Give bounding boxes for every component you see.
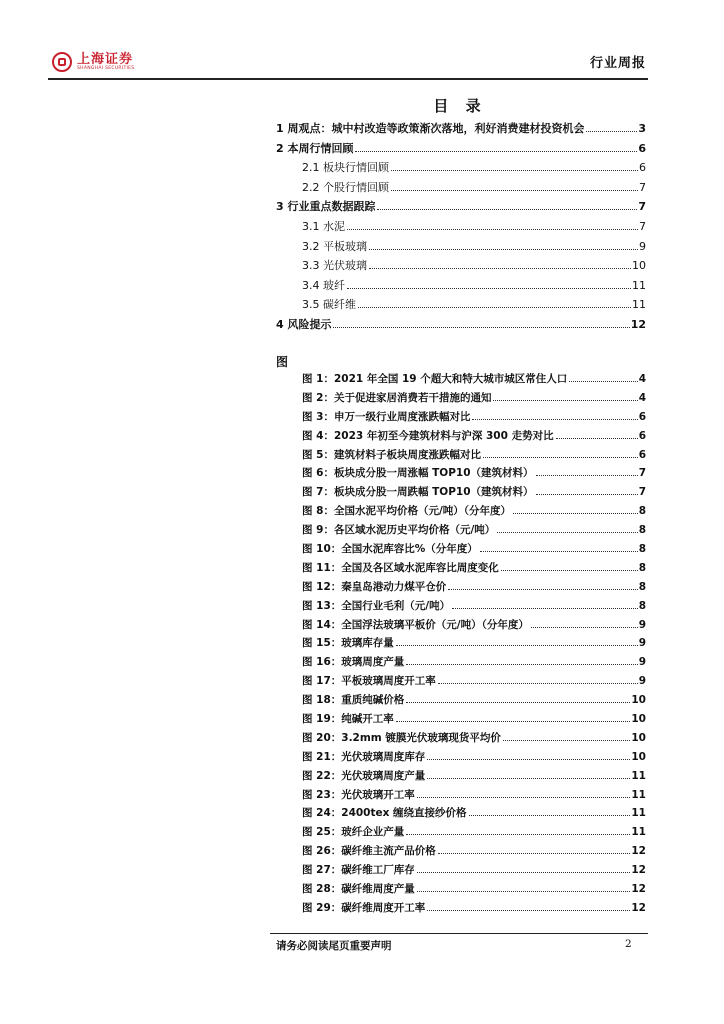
- figure-entry-title: 图 10：全国水泥库容比%（分年度）: [302, 543, 478, 556]
- dot-leader: [483, 457, 638, 458]
- dot-leader: [347, 229, 638, 230]
- toc-title: 目 录: [433, 97, 487, 115]
- dot-leader: [369, 249, 638, 250]
- dot-leader: [391, 170, 638, 171]
- dot-leader: [358, 307, 631, 308]
- figure-entry-title: 图 23：光伏玻璃开工率: [302, 788, 415, 801]
- toc-entry-title: 1 周观点：城中村改造等政策渐次落地，利好消费建材投资机会: [276, 122, 585, 135]
- figure-entry-title: 图 18：重质纯碱价格: [302, 694, 405, 707]
- figure-entry-title: 图 2：关于促进家居消费若干措施的通知: [302, 391, 492, 404]
- figure-list: [276, 352, 646, 920]
- figure-entry[interactable]: [276, 636, 646, 655]
- toc-entry[interactable]: [276, 122, 646, 142]
- figure-entry-title: 图 29：碳纤维周度开工率: [302, 901, 426, 914]
- figure-entry[interactable]: [276, 655, 646, 674]
- toc-entry-title: 3.3 光伏玻璃: [302, 259, 367, 273]
- figure-entry-page: 10: [631, 750, 646, 763]
- figure-entry-title: 图 6：板块成分股一周涨幅 TOP10（建筑材料）: [302, 467, 534, 480]
- toc-entry[interactable]: [276, 220, 646, 240]
- figure-entry-title: 图 24：2400tex 缠绕直接纱价格: [302, 807, 467, 820]
- figure-entry[interactable]: [276, 844, 646, 863]
- dot-leader: [406, 834, 630, 835]
- figure-entry-page: 11: [631, 788, 646, 801]
- toc-entry[interactable]: [276, 161, 646, 181]
- figure-entry-page: 11: [631, 769, 646, 782]
- toc-entry-title: 3 行业重点数据跟踪: [276, 200, 376, 214]
- figure-entry[interactable]: [276, 542, 646, 561]
- dot-leader: [396, 721, 631, 722]
- figure-entry-page: 12: [631, 845, 646, 858]
- figure-entry-page: 9: [638, 637, 646, 650]
- figure-entry[interactable]: [276, 410, 646, 429]
- figure-entry-page: 12: [631, 883, 646, 896]
- toc-entry-page: 7: [638, 200, 646, 214]
- figure-entry[interactable]: [276, 448, 646, 467]
- toc-entry-page: 6: [639, 161, 646, 175]
- toc-entry-title: 3.2 平板玻璃: [302, 239, 367, 253]
- figure-entry-title: 图 8：全国水泥平均价格（元/吨）（分年度）: [302, 505, 512, 518]
- figure-entry[interactable]: [276, 674, 646, 693]
- dot-leader: [536, 475, 638, 476]
- figure-entry-page: 12: [631, 901, 646, 914]
- figure-entry[interactable]: [276, 372, 646, 391]
- dot-leader: [333, 327, 629, 328]
- dot-leader: [417, 797, 631, 798]
- figure-entry[interactable]: [276, 561, 646, 580]
- figure-entry-title: 图 17：平板玻璃周度开工率: [302, 675, 436, 688]
- disclaimer-note: 请务必阅读尾页重要声明: [276, 940, 392, 952]
- toc-entry-page: 11: [632, 278, 646, 292]
- figure-entry-page: 12: [631, 864, 646, 877]
- toc-entry-page: 12: [630, 317, 646, 331]
- dot-leader: [406, 702, 630, 703]
- figure-entry[interactable]: [276, 580, 646, 599]
- figure-entry-page: 4: [638, 373, 646, 385]
- figure-entry[interactable]: [276, 523, 646, 542]
- figure-entry-title: 图 7：板块成分股一周跌幅 TOP10（建筑材料）: [302, 486, 534, 499]
- footer-divider: [270, 933, 648, 934]
- dot-leader: [396, 645, 638, 646]
- dot-leader: [531, 627, 638, 628]
- figure-entry[interactable]: [276, 882, 646, 901]
- toc-entry-page: 7: [639, 219, 646, 233]
- figure-entry-title: 图 1：2021 年全国 19 个超大和特大城市城区常住人口: [302, 373, 568, 385]
- dot-leader: [427, 778, 630, 779]
- brand-logo: [52, 52, 134, 72]
- toc-entry-page: 10: [632, 259, 646, 273]
- dot-leader: [452, 608, 638, 609]
- figure-entry-title: 图 28：碳纤维周度产量: [302, 883, 415, 896]
- dot-leader: [536, 494, 638, 495]
- figure-entry-page: 7: [638, 486, 646, 499]
- figure-entry-page: 8: [638, 561, 646, 574]
- figure-entry[interactable]: [276, 901, 646, 920]
- figure-entry[interactable]: [276, 504, 646, 523]
- dot-leader: [472, 419, 637, 420]
- dot-leader: [438, 683, 638, 684]
- figure-entry[interactable]: [276, 806, 646, 825]
- dot-leader: [513, 513, 638, 514]
- page-header: [48, 46, 648, 80]
- figure-entry[interactable]: [276, 825, 646, 844]
- figure-entry[interactable]: [276, 618, 646, 637]
- dot-leader: [427, 759, 630, 760]
- dot-leader: [448, 589, 637, 590]
- dot-leader: [556, 438, 638, 439]
- figure-entry-page: 9: [638, 675, 646, 688]
- dot-leader: [355, 151, 637, 152]
- figure-entry-title: 图 9：各区域水泥历史平均价格（元/吨）: [302, 524, 496, 537]
- dot-leader: [438, 853, 631, 854]
- toc-entry[interactable]: [276, 142, 646, 162]
- figure-entry-page: 6: [638, 410, 646, 423]
- toc-entry[interactable]: [276, 181, 646, 201]
- toc-entry[interactable]: [276, 279, 646, 299]
- figure-entry-page: 4: [638, 391, 646, 404]
- figure-entry[interactable]: [276, 466, 646, 485]
- figure-entry-title: 图 26：碳纤维主流产品价格: [302, 845, 436, 858]
- dot-leader: [569, 381, 637, 382]
- toc-entry-title: 3.1 水泥: [302, 219, 345, 233]
- figure-entry-page: 8: [638, 524, 646, 537]
- dot-leader: [503, 740, 630, 741]
- page-number: 2: [625, 938, 632, 950]
- figure-entry-title: 图 14：全国浮法玻璃平板价（元/吨）（分年度）: [302, 618, 529, 631]
- table-of-contents: [276, 122, 646, 338]
- figure-entry-page: 11: [631, 807, 646, 820]
- header-divider: [48, 78, 648, 80]
- figure-entry[interactable]: [276, 429, 646, 448]
- toc-entry-page: 3: [638, 122, 646, 135]
- figure-entry-title: 图 12：秦皇岛港动力煤平仓价: [302, 580, 447, 593]
- figure-entry-page: 11: [631, 826, 646, 839]
- toc-entry-page: 6: [638, 141, 646, 155]
- figure-entry[interactable]: [276, 693, 646, 712]
- dot-leader: [493, 400, 637, 401]
- figure-entry[interactable]: [276, 599, 646, 618]
- toc-entry-title: 2 本周行情回顾: [276, 141, 354, 155]
- dot-leader: [417, 891, 631, 892]
- figure-entry-page: 10: [631, 694, 646, 707]
- figure-entry-title: 图 13：全国行业毛利（元/吨）: [302, 599, 451, 612]
- figure-entry-title: 图 5：建筑材料子板块周度涨跌幅对比: [302, 448, 481, 461]
- dot-leader: [417, 872, 631, 873]
- figure-entry-title: 图 25：玻纤企业产量: [302, 826, 405, 839]
- figure-entry-title: 图 19：纯碱开工率: [302, 713, 394, 726]
- dot-leader: [391, 190, 638, 191]
- figure-entry-page: 10: [631, 713, 646, 726]
- dot-leader: [469, 815, 631, 816]
- dot-leader: [497, 532, 637, 533]
- figure-entry-title: 图 21：光伏玻璃周度库存: [302, 750, 426, 763]
- toc-entry[interactable]: [276, 200, 646, 220]
- dot-leader: [347, 288, 631, 289]
- toc-entry[interactable]: [276, 318, 646, 338]
- figure-entry[interactable]: [276, 788, 646, 807]
- figure-entry-page: 8: [638, 580, 646, 593]
- dot-leader: [427, 910, 630, 911]
- figure-entry[interactable]: [276, 731, 646, 750]
- brand-name-cn: 上海证券: [77, 51, 134, 67]
- toc-entry-page: 7: [639, 180, 646, 194]
- figure-entry-page: 10: [631, 731, 646, 744]
- toc-entry-title: 2.1 板块行情回顾: [302, 161, 389, 175]
- toc-entry-title: 3.5 碳纤维: [302, 298, 356, 312]
- figure-entry[interactable]: [276, 863, 646, 882]
- figure-entry-title: 图 22：光伏玻璃周度产量: [302, 769, 426, 782]
- figure-entry[interactable]: [276, 391, 646, 410]
- toc-entry-title: 4 风险提示: [276, 317, 332, 331]
- toc-entry-page: 11: [632, 298, 646, 312]
- figure-entry-title: 图 16：玻璃周度产量: [302, 656, 405, 669]
- dot-leader: [586, 131, 637, 132]
- dot-leader: [480, 551, 638, 552]
- figure-entry-page: 9: [638, 618, 646, 631]
- figure-entry-title: 图 3：申万一级行业周度涨跌幅对比: [302, 410, 471, 423]
- figure-entry-page: 6: [638, 448, 646, 461]
- figure-entry-page: 6: [638, 429, 646, 442]
- figure-entry-page: 8: [638, 505, 646, 518]
- toc-entry-title: 3.4 玻纤: [302, 278, 345, 292]
- figure-entry[interactable]: [276, 769, 646, 788]
- figure-entry[interactable]: [276, 750, 646, 769]
- figure-entry-page: 8: [638, 543, 646, 556]
- figure-entry-title: 图 27：碳纤维工厂库存: [302, 864, 415, 877]
- toc-entry-page: 9: [639, 239, 646, 253]
- brand-seal-icon: [52, 52, 72, 72]
- dot-leader: [377, 209, 637, 210]
- toc-entry-title: 2.2 个股行情回顾: [302, 180, 389, 194]
- brand-name-en: SHANGHAI SECURITIES: [77, 65, 135, 71]
- figure-entry[interactable]: [276, 485, 646, 504]
- report-type-label: 行业周报: [589, 56, 646, 71]
- toc-entry[interactable]: [276, 298, 646, 318]
- figure-entry-page: 9: [638, 656, 646, 669]
- dot-leader: [406, 664, 637, 665]
- figure-entry-page: 7: [638, 467, 646, 480]
- toc-entry[interactable]: [276, 240, 646, 260]
- dot-leader: [501, 570, 638, 571]
- figure-list-heading: 图: [276, 355, 289, 369]
- figure-entry-page: 8: [638, 599, 646, 612]
- figure-entry[interactable]: [276, 712, 646, 731]
- figure-entry-title: 图 4：2023 年初至今建筑材料与沪深 300 走势对比: [302, 429, 554, 442]
- figure-entry-title: 图 11：全国及各区域水泥库容比周度变化: [302, 561, 499, 574]
- brand-wordmark: [77, 53, 134, 72]
- figure-entry-title: 图 20：3.2mm 镀膜光伏玻璃现货平均价: [302, 731, 501, 744]
- toc-entry[interactable]: [276, 259, 646, 279]
- figure-entry-title: 图 15：玻璃库存量: [302, 637, 394, 650]
- dot-leader: [369, 268, 631, 269]
